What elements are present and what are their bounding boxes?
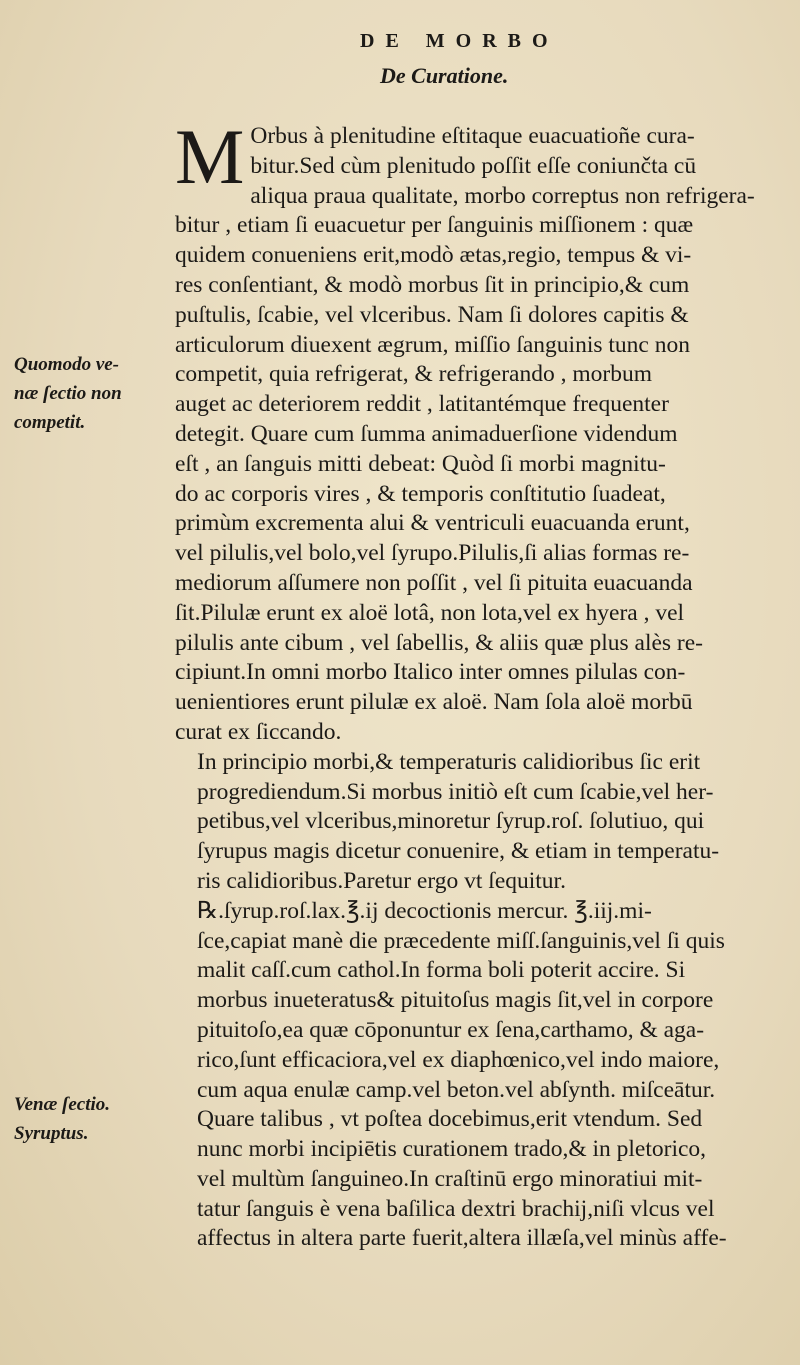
text-line: aliqua praua qualitate, morbo correptus non refrigera- [250, 182, 755, 209]
text-line: pilulis ante cibum , vel ſabellis, & aliis quæ plus alès re- [175, 629, 704, 656]
body-text [175, 113, 775, 1254]
section-title: De Curatione. [380, 63, 509, 88]
text-line: mediorum aſſumere non poſſit , vel ſi pituita euacuanda [175, 569, 693, 596]
text-line: ris calidioribus.Paretur ergo vt ſequitur. [197, 867, 566, 894]
paragraph-1 [175, 113, 775, 748]
text-line: competit, quia refrigerat, & refrigerando , morbum [175, 361, 652, 388]
text-line: bitur , etiam ſi euacuetur per ſanguinis miſſionem : quæ [175, 212, 694, 239]
text-line: petibus,vel vlceribus,minoretur ſyrup.roſ. ſolutiuo, qui [197, 808, 705, 835]
margin-note-venesection-syrup [14, 1090, 174, 1148]
text-line: ſyrupus magis dicetur conuenire, & etiam in temperatu- [197, 838, 720, 865]
text-line: puſtulis, ſcabie, vel vlceribus. Nam ſi dolores capitis & [175, 301, 689, 328]
margin-note-line: competit. [14, 412, 86, 433]
text-line: uenientiores erunt pilulæ ex aloë. Nam ſola aloë morbū [175, 689, 693, 716]
text-line: pituitoſo,ea quæ cōponuntur ex ſena,carthamo, & aga- [197, 1016, 705, 1043]
margin-note-line: Venæ ſectio. [14, 1094, 111, 1115]
text-line: auget ac deteriorem reddit , latitantémque frequenter [175, 391, 669, 418]
margin-note-venesection-not-suitable [14, 350, 174, 437]
text-line: cipiunt.In omni morbo Italico inter omnes pilulas con- [175, 659, 686, 686]
text-line: bitur.Sed cùm plenitudo poſſit eſſe coniunčta cū [250, 152, 697, 179]
text-line: articulorum diuexent ægrum, miſſio ſanguinis tunc non [175, 331, 690, 358]
text-line: progrediendum.Si morbus initiò eſt cum ſcabie,vel her- [197, 778, 714, 805]
text-line: primùm excrementa alui & ventriculi euacuanda erunt, [175, 510, 690, 537]
text-line: detegit. Quare cum ſumma animaduerſione videndum [175, 420, 678, 447]
margin-note-line: Quomodo ve- [14, 354, 120, 375]
paragraph-2 [175, 748, 775, 1255]
text-line: do ac corporis vires , & temporis conſtitutio ſuadeat, [175, 480, 666, 507]
text-line: morbus inueteratus& pituitoſus magis ſit,vel in corpore [197, 987, 714, 1014]
text-line: rico,ſunt efficaciora,vel ex diaphœnico,vel indo maiore, [197, 1046, 720, 1073]
running-head: DE MORBO [360, 30, 559, 52]
text-line: quidem conueniens erit,modò ætas,regio, tempus & vi- [175, 242, 692, 269]
margin-note-line: Syruptus. [14, 1123, 89, 1144]
text-line: affectus in altera parte fuerit,altera illæſa,vel minùs affe- [197, 1225, 727, 1252]
text-line: nunc morbi incipiētis curationem trado,& in pletorico, [197, 1136, 707, 1163]
text-line: Quare talibus , vt poſtea docebimus,erit vtendum. Sed [197, 1106, 703, 1133]
text-line: vel multùm ſanguineo.In craſtinū ergo minoratiui mit- [197, 1165, 703, 1192]
text-line: ſit.Pilulæ erunt ex aloë lotâ, non lota,vel ex hyera , vel [175, 599, 685, 626]
text-line: cum aqua enulæ camp.vel beton.vel abſynth. miſceātur. [197, 1076, 716, 1103]
text-line: vel pilulis,vel bolo,vel ſyrupo.Pilulis,ſi alias formas re- [175, 540, 690, 567]
text-line: Orbus à plenitudine eſtitaque euacuatioñe cura- [250, 123, 695, 149]
text-line: In principio morbi,& temperaturis calidioribus ſic erit [197, 748, 701, 775]
text-line: ſce,capiat manè die præcedente miſſ.ſanguinis,vel ſi quis [197, 927, 725, 954]
text-line: res conſentiant, & modò morbus ſit in principio,& cum [175, 271, 690, 298]
text-line: curat ex ſiccando. [175, 718, 342, 745]
text-line: eſt , an ſanguis mitti debeat: Quòd ſi morbi magnitu- [175, 450, 666, 477]
drop-cap: M [175, 113, 245, 200]
recipe-line: ℞.ſyrup.roſ.lax.℥.ij decoctionis mercur. ℥.iij.mi- [197, 897, 652, 924]
margin-note-line: næ ſectio non [14, 383, 122, 404]
text-line: tatur ſanguis è vena baſilica dextri brachij,niſi vlcus vel [197, 1195, 715, 1222]
text-line: malit caſſ.cum cathol.In forma boli poterit accire. Si [197, 957, 686, 984]
